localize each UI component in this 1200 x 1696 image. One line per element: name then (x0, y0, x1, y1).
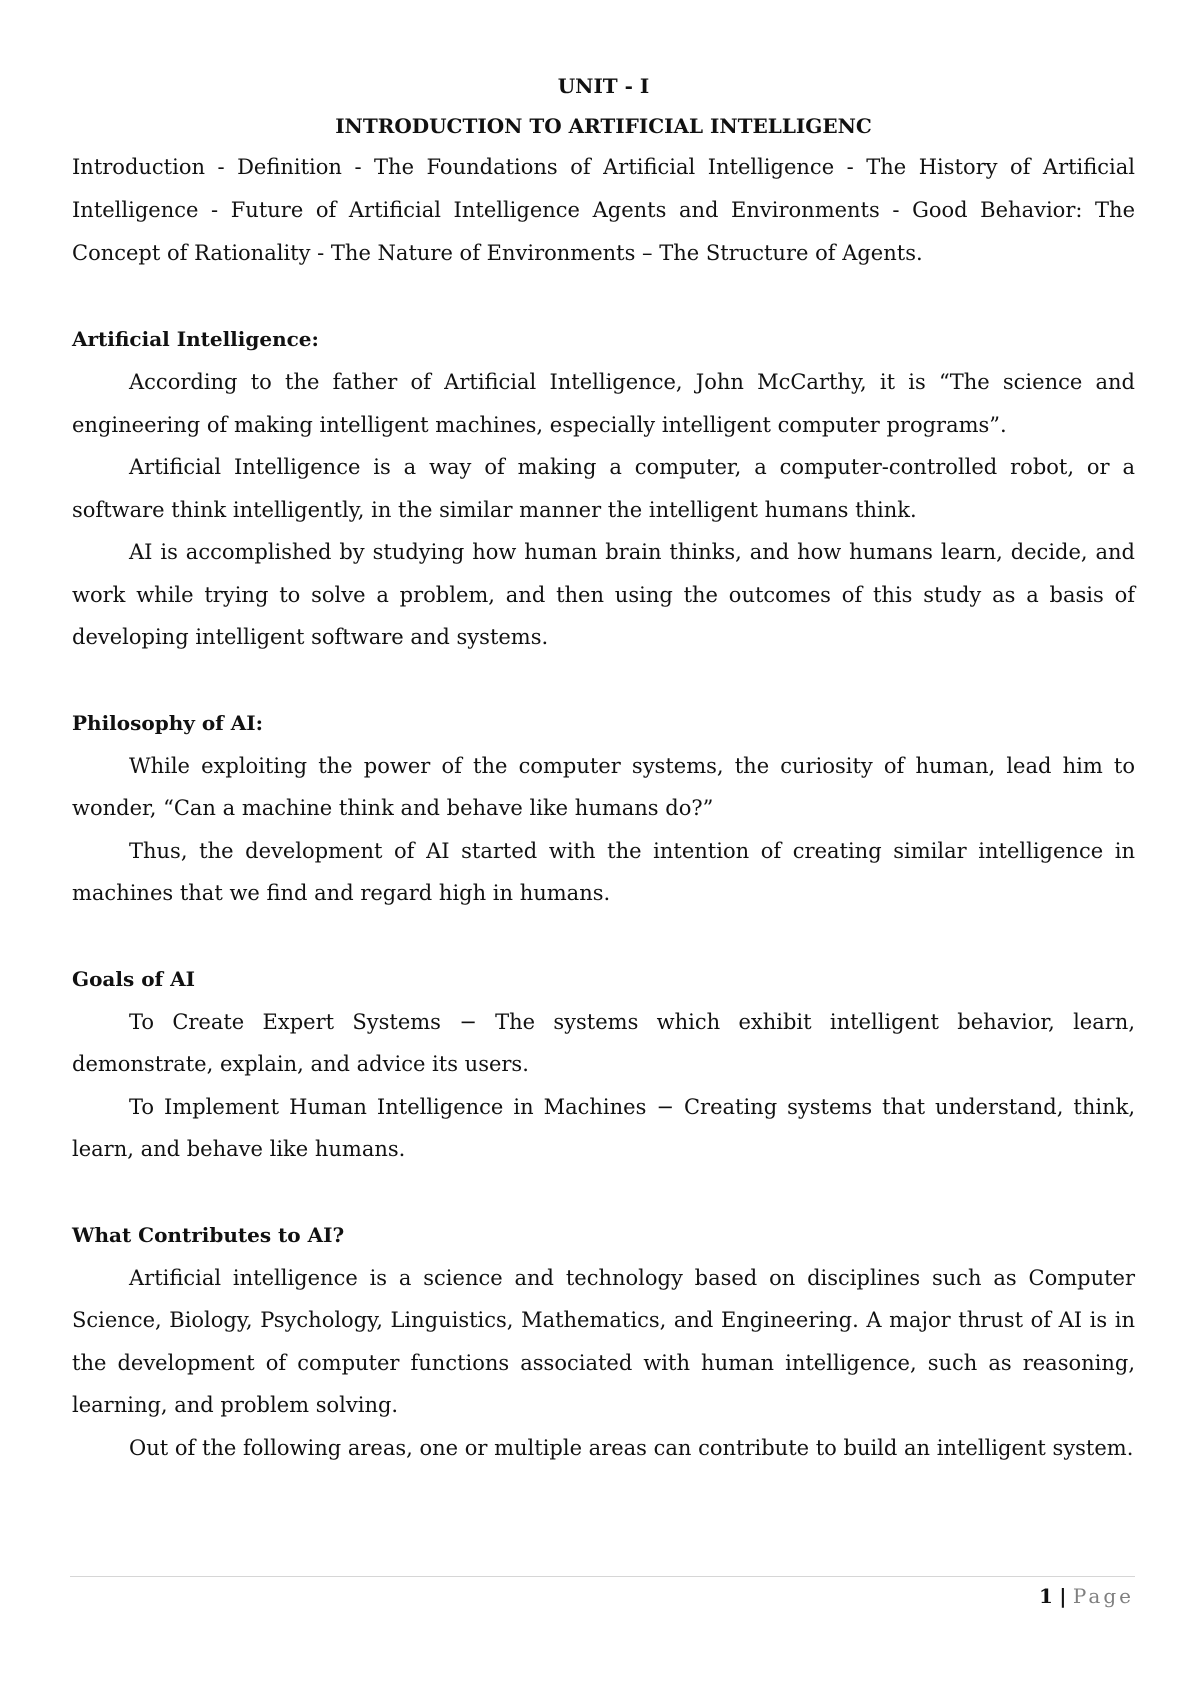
paragraph: AI is accomplished by studying how human brain thinks, and how humans learn, decide, and work while trying to solve a problem, and then using the outcomes of this study as a basis of developing intelligent software and systems. (72, 540, 1135, 649)
paragraph: According to the father of Artificial Intelligence, John McCarthy, it is “The science and engineering of making intelligent machines, especially intelligent computer programs”. (72, 370, 1135, 437)
paragraph: To Create Expert Systems − The systems which exhibit intelligent behavior, learn, demonstrate, explain, and advice its users. (72, 1009, 1135, 1076)
page-number: 1 (1038, 1584, 1053, 1608)
section-artificial-intelligence (72, 318, 1135, 659)
section-philosophy-of-ai (72, 702, 1135, 915)
page-label: Page (1072, 1584, 1134, 1608)
section-what-contributes-to-ai (72, 1214, 1135, 1470)
paragraph: Thus, the development of AI started with the intention of creating similar intelligence in machines that we find and regard high in humans. (72, 838, 1135, 905)
paragraph: While exploiting the power of the computer systems, the curiosity of human, lead him to wonder, “Can a machine think and behave like humans do?” (72, 753, 1135, 820)
footer-divider (70, 1576, 1135, 1577)
paragraph: Artificial intelligence is a science and technology based on disciplines such as Computer Science, Biology, Psychology, Linguistics, Mathematics, and Engineering. A major thrust of AI is in the development of computer functions associated with human intelligence, such as reasoning, learning, and problem solving. (72, 1265, 1135, 1417)
section-heading: Artificial Intelligence: (72, 327, 319, 351)
paragraph: Artificial Intelligence is a way of making a computer, a computer-controlled robot, or a software think intelligently, in the similar manner the intelligent humans think. (72, 455, 1135, 522)
document-page (72, 66, 1135, 1469)
section-heading: What Contributes to AI? (72, 1222, 345, 1247)
section-goals-of-ai (72, 958, 1135, 1171)
section-heading: Philosophy of AI: (72, 710, 263, 735)
footer-separator: | (1059, 1584, 1067, 1608)
page-footer (1039, 1583, 1134, 1609)
unit-title: UNIT - I (557, 74, 650, 98)
section-heading: Goals of AI (72, 966, 195, 991)
paragraph: Out of the following areas, one or multiple areas can contribute to build an intelligent system. (129, 1435, 1134, 1460)
syllabus-text: Introduction - Definition - The Foundations of Artificial Intelligence - The History of Artificial Intelligence - Future of Artificial Intelligence Agents and Environments - Good Behavior: The Concept of Rationality - The Nature of Environments – The Structure of Agents. (72, 155, 1135, 265)
chapter-title: INTRODUCTION TO ARTIFICIAL INTELLIGENC (335, 114, 872, 138)
paragraph: To Implement Human Intelligence in Machines − Creating systems that understand, think, learn, and behave like humans. (72, 1094, 1135, 1161)
